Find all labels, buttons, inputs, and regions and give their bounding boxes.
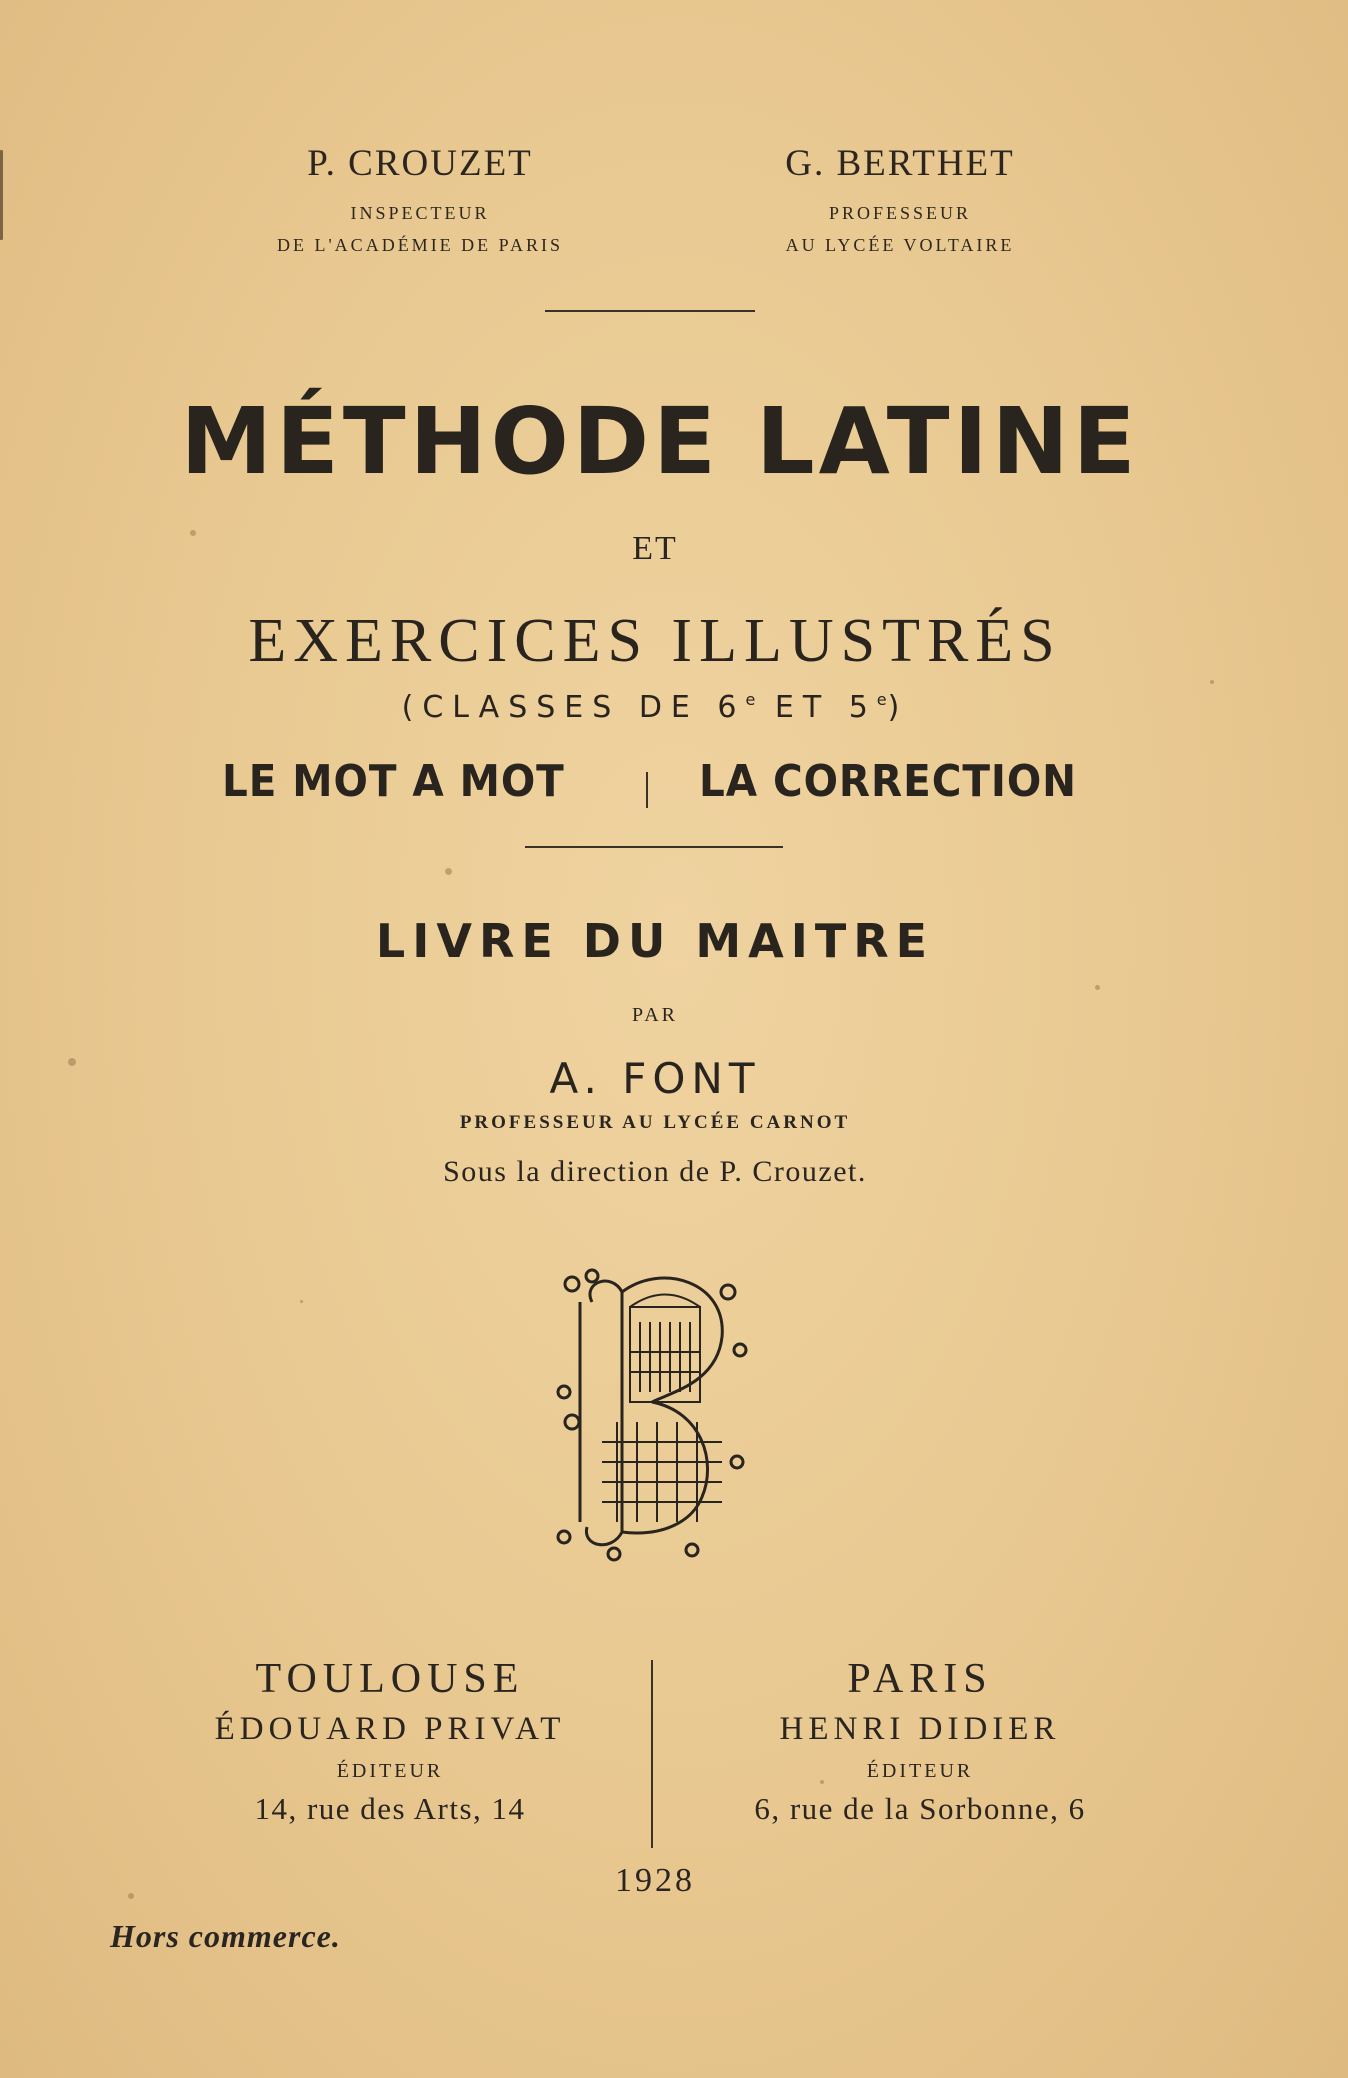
book-author-role: PROFESSEUR AU LYCÉE CARNOT [459,1112,851,1133]
publisher-separator [651,1660,653,1848]
par-label: PAR [631,1004,679,1026]
classes-sup-2: e [876,690,888,709]
main-title: MÉTHODE LATINE [180,388,1140,495]
paper-speck [1210,680,1214,684]
publisher-right [690,1655,1150,1827]
author-left-name: P. CROUZET [307,143,533,184]
publisher-left [160,1655,620,1827]
paper-speck [445,868,452,875]
paper-speck [300,1300,303,1303]
author-left [210,142,630,261]
publisher-right-city: PARIS [847,1656,993,1702]
direction-line: Sous la direction de P. Crouzet. [443,1155,867,1188]
hors-commerce-note: Hors commerce. [110,1918,341,1954]
subtitle: EXERCICES ILLUSTRÉS [248,607,1062,675]
author-left-title2: DE L'ACADÉMIE DE PARIS [276,235,564,255]
publisher-right-name: HENRI DIDIER [779,1711,1061,1747]
author-right-title2: AU LYCÉE VOLTAIRE [785,235,1015,255]
binding-mark [0,150,9,240]
classes-suffix: ) [887,690,909,725]
correction: LA CORRECTION [699,756,1077,807]
mot-a-mot: LE MOT A MOT [222,756,565,807]
publisher-left-name: ÉDOUARD PRIVAT [214,1711,566,1747]
publisher-left-city: TOULOUSE [255,1656,525,1702]
classes-line [0,690,1310,725]
classes-prefix: (CLASSES DE 6 [401,690,746,725]
book-author: A. FONT [549,1054,761,1103]
publisher-right-role: ÉDITEUR [866,1760,974,1782]
printer-mark-icon [552,1262,752,1562]
author-left-title1: INSPECTEUR [350,203,490,223]
divider-rule-2 [525,846,783,848]
publisher-left-address: 14, rue des Arts, 14 [254,1791,526,1826]
paper-speck [1095,985,1100,990]
publication-year: 1928 [615,1862,695,1899]
classes-middle: ET 5 [756,690,877,725]
author-right-title1: PROFESSEUR [828,203,972,223]
classes-sup-1: e [745,690,757,709]
author-right-name: G. BERTHET [785,143,1015,184]
divider-rule [545,310,755,312]
publisher-right-address: 6, rue de la Sorbonne, 6 [754,1791,1086,1826]
mot-separator [646,772,648,808]
livre-du-maitre: LIVRE DU MAITRE [375,914,935,968]
publisher-left-role: ÉDITEUR [336,1760,444,1782]
title-et: ET [632,530,678,567]
author-right [690,142,1110,261]
